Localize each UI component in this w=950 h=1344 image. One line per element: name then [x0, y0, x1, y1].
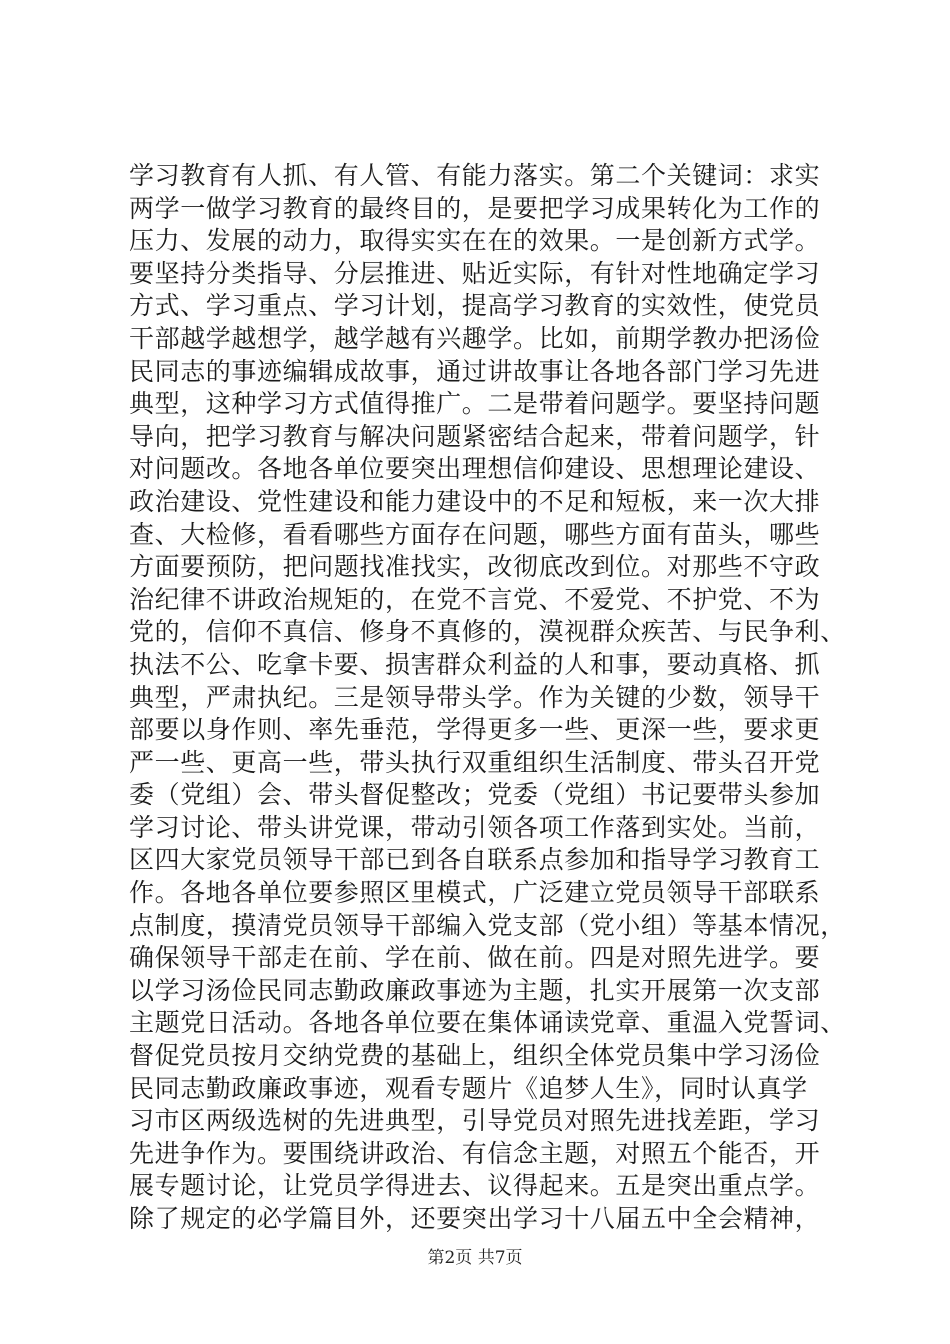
text-line: 压力、发展的动力，取得实实在在的效果。一是创新方式学。: [129, 226, 821, 256]
page-footer: [0, 1243, 950, 1268]
text-line: 典型，这种学习方式值得推广。二是带着问题学。要坚持问题: [129, 389, 821, 419]
text-line: 要坚持分类指导、分层推进、贴近实际，有针对性地确定学习: [129, 258, 821, 288]
text-line: 学习教育有人抓、有人管、有能力落实。第二个关键词：求实: [129, 161, 821, 190]
text-line: 督促党员按月交纳党费的基础上，组织全体党员集中学习汤俭: [129, 1041, 821, 1071]
text-line: 方式、学习重点、学习计划，提高学习教育的实效性，使党员: [129, 291, 821, 321]
text-line: 导向，把学习教育与解决问题紧密结合起来，带着问题学，针: [129, 421, 821, 451]
text-line: 民同志的事迹编辑成故事，通过讲故事让各地各部门学习先进: [129, 356, 821, 386]
text-line: 政治建设、党性建设和能力建设中的不足和短板，来一次大排: [129, 486, 821, 516]
text-line: 民同志勤政廉政事迹，观看专题片《追梦人生》，同时认真学: [129, 1073, 808, 1103]
text-line: 学习讨论、带头讲党课，带动引领各项工作落到实处。当前，: [129, 812, 821, 842]
text-line: 查、大检修，看看哪些方面存在问题，哪些方面有苗头，哪些: [129, 519, 821, 549]
text-line: 区四大家党员领导干部已到各自联系点参加和指导学习教育工: [129, 845, 821, 875]
text-line: 部要以身作则、率先垂范，学得更多一些、更深一些，要求更: [129, 715, 821, 745]
text-line: 对问题改。各地各单位要突出理想信仰建设、思想理论建设、: [129, 454, 821, 484]
text-line: 两学一做学习教育的最终目的，是要把学习成果转化为工作的: [129, 193, 821, 223]
text-line: 严一些、更高一些，带头执行双重组织生活制度、带头召开党: [129, 747, 821, 777]
text-line: 党的，信仰不真信、修身不真修的，漠视群众疾苦、与民争利、: [129, 617, 846, 647]
text-line: 作。各地各单位要参照区里模式，广泛建立党员领导干部联系: [129, 878, 821, 908]
text-line: 展专题讨论，让党员学得进去、议得起来。五是突出重点学。: [129, 1171, 821, 1201]
text-line: 治纪律不讲政治规矩的，在党不言党、不爱党、不护党、不为: [129, 584, 821, 614]
text-line: 点制度，摸清党员领导干部编入党支部（党小组）等基本情况，: [129, 910, 846, 940]
text-line: 干部越学越想学，越学越有兴趣学。比如，前期学教办把汤俭: [129, 323, 821, 353]
body-text: [129, 160, 849, 1236]
text-line: 先进争作为。要围绕讲政治、有信念主题，对照五个能否，开: [129, 1138, 821, 1168]
page-indicator: 第2页 共7页: [427, 1248, 523, 1268]
text-line: 主题党日活动。各地各单位要在集体诵读党章、重温入党誓词、: [129, 1008, 846, 1038]
text-line: 执法不公、吃拿卡要、损害群众利益的人和事，要动真格、抓: [129, 649, 821, 679]
text-line: 方面要预防，把问题找准找实，改彻底改到位。对那些不守政: [129, 552, 821, 582]
text-line: 习市区两级选树的先进典型，引导党员对照先进找差距，学习: [129, 1106, 821, 1136]
text-line: 除了规定的必学篇目外，还要突出学习十八届五中全会精神，: [129, 1204, 821, 1233]
text-line: 典型，严肃执纪。三是领导带头学。作为关键的少数，领导干: [129, 682, 821, 712]
text-line: 以学习汤俭民同志勤政廉政事迹为主题，扎实开展第一次支部: [129, 975, 821, 1005]
text-line: 确保领导干部走在前、学在前、做在前。四是对照先进学。要: [129, 943, 821, 973]
text-line: 委（党组）会、带头督促整改；党委（党组）书记要带头参加: [129, 780, 821, 810]
